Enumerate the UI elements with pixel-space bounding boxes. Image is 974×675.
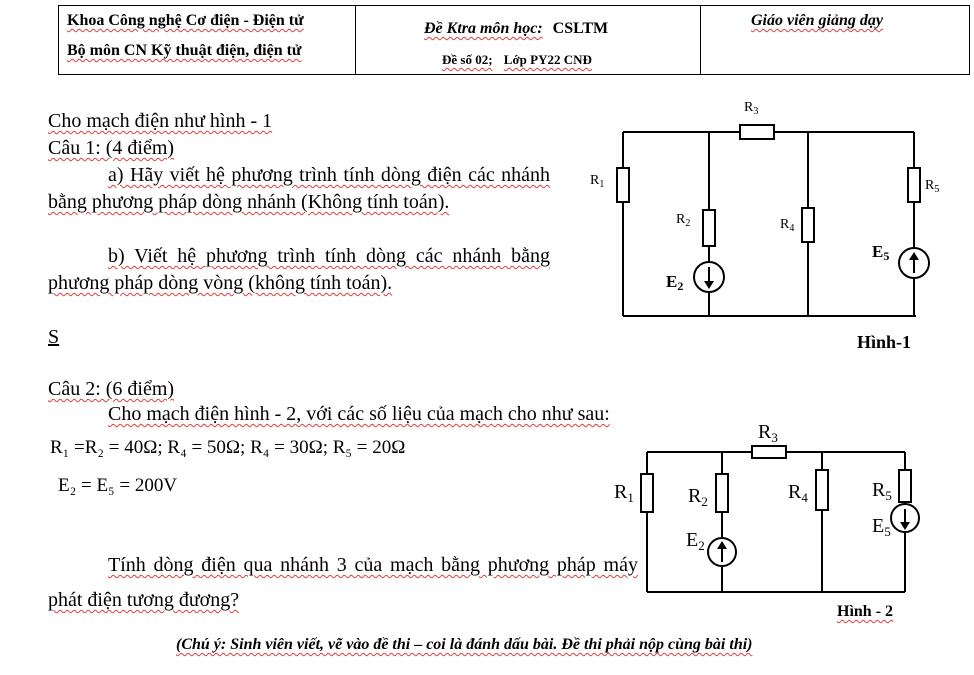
fig2-resistor-r5 (899, 470, 911, 502)
fig2-resistor-r3 (752, 446, 786, 458)
figure-1-circuit (560, 88, 974, 358)
faculty-name: Khoa Công nghệ Cơ điện - Điện tử (67, 12, 304, 29)
department-name: Bộ môn CN Kỹ thuật điện, điện tử (67, 42, 302, 59)
fig1-source-e5 (899, 248, 929, 278)
svg-text:R3: $R_3$ (744, 100, 759, 117)
fig1-resistor-r4 (802, 208, 814, 242)
svg-text:E2: $E_2$ (686, 529, 705, 553)
figure-2-caption: Hình - 2 (837, 603, 894, 620)
q1-part-a: a) Hãy viết hệ phương trình tính dòng điện các nhánh bằng phương pháp dòng nhánh (Không tính toán). (48, 164, 550, 213)
svg-text:E2: E2 (666, 272, 684, 293)
footer-note: (Chú ý: Sinh viên viết, vẽ vào đề thi – coi là đánh dấu bài. Đề thi phải nộp cùng bài thi) (176, 636, 753, 653)
subject-code: CSLTM (552, 20, 609, 37)
svg-text:R4: $R_4$ (788, 481, 808, 505)
teacher-cell (701, 6, 970, 75)
fig1-resistor-r3 (740, 125, 774, 139)
svg-text:R4: $R_4$ (780, 217, 795, 234)
fig2-resistor-r4 (816, 470, 828, 510)
svg-text:R1: $R_1$ (614, 481, 634, 505)
figure-2-circuit (600, 412, 974, 610)
q1-s-mark: S (48, 326, 60, 348)
fig2-resistor-r1 (641, 474, 653, 512)
q2-resistor-values: R₁ =R₂ = 40Ω; R₄ = 50Ω; R₄ = 30Ω; R₅ = 20Ω (50, 437, 406, 458)
svg-text:R2: $R_2$ (676, 212, 691, 229)
q1-title: Câu 1: (4 điểm) (48, 137, 175, 159)
svg-text:R3: $R_3$ (758, 421, 778, 445)
exam-label: Đề Ktra môn học: (424, 20, 543, 37)
figure-1-caption: Hình-1 (857, 332, 912, 352)
fig2-source-e2 (708, 538, 736, 566)
svg-text:E5: E5 (872, 242, 890, 263)
q2-task: Tính dòng điện qua nhánh 3 của mạch bằng phương pháp máy phát điện tương đương? (48, 554, 638, 611)
fig1-source-e2 (694, 262, 724, 292)
fig2-source-e5 (891, 504, 919, 532)
q2-source-values: E₂ = E₅ = 200V (58, 475, 178, 496)
svg-text:R5: $R_5$ (925, 178, 940, 195)
fig1-resistor-r2 (703, 210, 715, 246)
teacher-label: Giáo viên giảng dạy (751, 12, 883, 29)
fig1-resistor-r1 (617, 168, 629, 202)
q2-title: Câu 2: (6 điểm) (48, 378, 175, 400)
svg-text:R5: $R_5$ (872, 479, 892, 503)
svg-text:E5: $E_5$ (872, 515, 891, 539)
q1-part-b: b) Viết hệ phương trình tính dòng các nhánh bằng phương pháp dòng vòng (không tính toán). (48, 245, 550, 294)
q2-intro: Cho mạch điện hình - 2, với các số liệu của mạch cho như sau: (108, 403, 610, 425)
exam-info-cell (356, 6, 701, 75)
q1-intro: Cho mạch điện như hình - 1 (48, 110, 273, 132)
fig1-resistor-r5 (908, 168, 920, 202)
exam-number: Đề số 02; (442, 52, 493, 67)
faculty-cell (59, 6, 356, 75)
fig2-resistor-r2 (716, 474, 728, 512)
svg-text:R2: $R_2$ (688, 485, 708, 509)
svg-text:R1: $R_1$ (590, 173, 605, 190)
exam-header-table (58, 5, 970, 75)
class-code: Lớp PY22 CNĐ (503, 52, 592, 67)
